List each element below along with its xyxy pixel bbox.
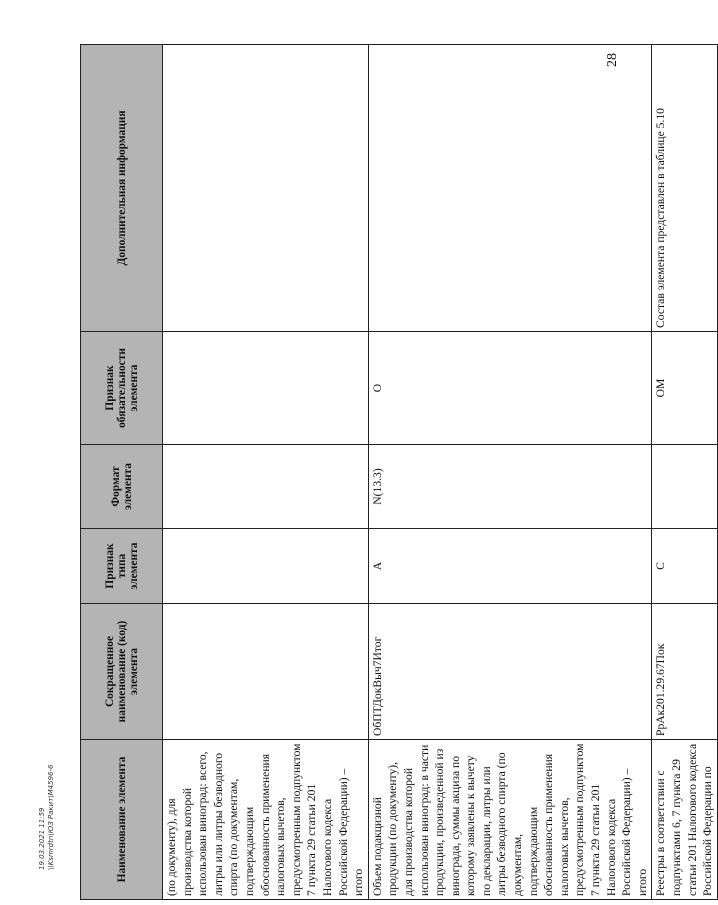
stamp-path: \\Ksmrdtn\ЮЗ Ракит\М4596-6: [47, 764, 55, 870]
cell-element-code: ОбПТДокВыч7Итог: [368, 604, 652, 740]
page-number: 28: [605, 53, 620, 67]
cell-additional-info: [368, 45, 652, 332]
stamp-date: 19.03.2021 11:59: [38, 807, 46, 870]
table-row: [163, 45, 369, 900]
cell-element-required: О: [368, 332, 652, 445]
header-element-required: Признак обязательности элемента: [81, 332, 163, 445]
cell-element-format: N(13.3): [368, 445, 652, 529]
cell-element-type: А: [368, 529, 652, 604]
cell-additional-info: [163, 45, 369, 332]
table-row: [368, 45, 652, 900]
cell-element-code: [163, 604, 369, 740]
header-element-type: Признак типа элемента: [81, 529, 163, 604]
cell-additional-info: Состав элемента представлен в таблице 5.10: [652, 45, 717, 332]
cell-element-type: С: [652, 529, 717, 604]
table-row: [652, 45, 717, 900]
header-element-format: Формат элемента: [81, 445, 163, 529]
footer-stamp: [38, 720, 78, 870]
cell-element-format: [163, 445, 369, 529]
cell-element-code: РрАк201.29.67Пок: [652, 604, 717, 740]
cell-element-format: [652, 445, 717, 529]
cell-element-type: [163, 529, 369, 604]
elements-table: [80, 44, 718, 900]
cell-element-name: Объем подакцизной продукции (по документу), для производства которой использован виноград: в части продукции, произведенной из винограда, суммы акциза по которому заявлены к вычету по декларации, литры или литры безводного спирта (по документам, подтверждающим обоснованность применения налоговых вычетов, предусмотренным подпунктом 7 пункта 29 статьи 201 Налогового кодекса Российской Федерации) – итого: [368, 740, 652, 900]
header-element-code: Сокращенное наименование (код) элемента: [81, 604, 163, 740]
header-element-name: Наименование элемента: [81, 740, 163, 900]
cell-element-name: Реестры в соответствии с подпунктами 6, 7 пункта 29 статьи 201 Налогового кодекса Российской Федерации по: [652, 740, 717, 900]
cell-element-name: (по документу), для производства которой использован виноград: всего, литры или литры безводного спирта (по документам, подтверждающим обоснованность применения налоговых вычетов, предусмотренным подпунктом 7 пункта 29 статьи 201 Налогового кодекса Российской Федерации) – итого: [163, 740, 369, 900]
cell-element-required: ОМ: [652, 332, 717, 445]
header-additional-info: Дополнительная информация: [81, 45, 163, 332]
table-header-row: [81, 45, 163, 900]
cell-element-required: [163, 332, 369, 445]
